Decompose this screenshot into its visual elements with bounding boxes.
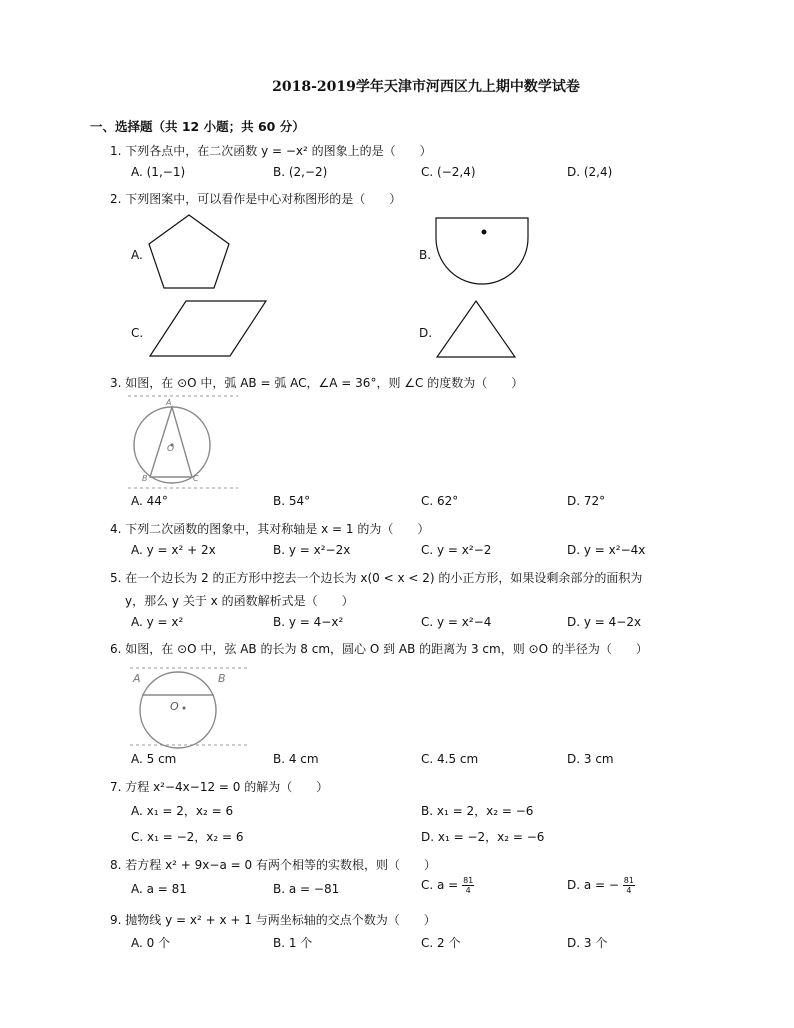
q8-option-c-fraction (462, 876, 474, 895)
q6-option-b: B. 4 cm (273, 752, 319, 766)
q6-label-a: A (133, 672, 141, 685)
parallelogram-figure (148, 298, 268, 360)
q8-option-d (567, 876, 635, 895)
q6-label-o: O (170, 700, 179, 713)
q2-option-a: A. (131, 248, 143, 262)
q1-option-a: A. (1,−1) (131, 165, 186, 179)
q8-option-c (421, 876, 474, 895)
q3-label-o: O (167, 444, 175, 454)
q1-stem: 1. 下列各点中，在二次函数 y = −x² 的图象上的是（ ） (110, 144, 432, 158)
q7-option-b: B. x₁ = 2，x₂ = −6 (421, 804, 534, 818)
q4-option-d: D. y = x²−4x (567, 543, 646, 557)
q5-option-d: D. y = 4−2x (567, 615, 642, 629)
fraction-numerator: 81 (623, 876, 634, 885)
q8-option-b: B. a = −81 (273, 882, 340, 896)
q9-stem: 9. 抛物线 y = x² + x + 1 与两坐标轴的交点个数为（ ） (110, 913, 436, 927)
q8-option-c-prefix: C. a = (421, 878, 459, 892)
pentagon-figure (145, 212, 233, 292)
section-heading: 一、选择题（共 12 小题；共 60 分） (90, 119, 305, 134)
fraction-denominator: 4 (626, 886, 632, 895)
q6-option-d: D. 3 cm (567, 752, 614, 766)
q6-option-a: A. 5 cm (131, 752, 177, 766)
q4-option-a: A. y = x² + 2x (131, 543, 216, 557)
q6-option-c: C. 4.5 cm (421, 752, 479, 766)
q5-option-a: A. y = x² (131, 615, 184, 629)
q8-stem: 8. 若方程 x² + 9x−a = 0 有两个相等的实数根，则（ ） (110, 858, 436, 872)
q2-stem: 2. 下列图案中，可以看作是中心对称图形的是（ ） (110, 192, 402, 206)
q9-option-a: A. 0 个 (131, 936, 171, 950)
q9-option-d: D. 3 个 (567, 936, 608, 950)
q8-option-a: A. a = 81 (131, 882, 187, 896)
q7-stem: 7. 方程 x²−4x−12 = 0 的解为（ ） (110, 780, 329, 794)
triangle-figure (434, 298, 518, 360)
q7-option-c: C. x₁ = −2，x₂ = 6 (131, 830, 244, 844)
q6-label-b: B (218, 672, 226, 685)
semicircle-figure (434, 214, 530, 286)
fraction-denominator: 4 (465, 886, 471, 895)
q5-stem-line2: y，那么 y 关于 x 的函数解析式是（ ） (125, 594, 354, 608)
q9-option-c: C. 2 个 (421, 936, 461, 950)
q7-option-d: D. x₁ = −2，x₂ = −6 (421, 830, 545, 844)
q4-option-b: B. y = x²−2x (273, 543, 351, 557)
q6-stem: 6. 如图，在 ⊙O 中，弦 AB 的长为 8 cm，圆心 O 到 AB 的距离为 3 cm，则 ⊙O 的半径为（ ） (110, 642, 648, 656)
q1-option-d: D. (2,4) (567, 165, 613, 179)
q3-option-c: C. 62° (421, 494, 459, 508)
q3-stem: 3. 如图，在 ⊙O 中，弧 AB = 弧 AC，∠A = 36°，则 ∠C 的度数为（ ） (110, 376, 524, 390)
page-title: 2018-2019学年天津市河西区九上期中数学试卷 (272, 79, 580, 95)
q1-option-c: C. (−2,4) (421, 165, 476, 179)
q5-stem: 5. 在一个边长为 2 的正方形中挖去一个边长为 x(0 < x < 2) 的小正方形，如果设剩余部分的面积为 (110, 571, 643, 585)
q7-option-a: A. x₁ = 2，x₂ = 6 (131, 804, 234, 818)
q9-option-b: B. 1 个 (273, 936, 313, 950)
fraction-numerator: 81 (463, 876, 474, 885)
q2-option-c: C. (131, 326, 144, 340)
q4-option-c: C. y = x²−2 (421, 543, 492, 557)
q3-option-d: D. 72° (567, 494, 606, 508)
q5-option-b: B. y = 4−x² (273, 615, 344, 629)
q8-option-d-prefix: D. a = − (567, 878, 619, 892)
circle-chord-figure (128, 665, 252, 749)
q3-option-a: A. 44° (131, 494, 168, 508)
q3-label-c: C (193, 474, 199, 483)
q3-label-b: B (142, 474, 148, 483)
q5-option-c: C. y = x²−4 (421, 615, 492, 629)
q2-option-b: B. (419, 248, 432, 262)
q2-option-d: D. (419, 326, 433, 340)
q1-option-b: B. (2,−2) (273, 165, 328, 179)
q4-stem: 4. 下列二次函数的图象中，其对称轴是 x = 1 的为（ ） (110, 522, 430, 536)
q8-option-d-fraction (623, 876, 635, 895)
q3-label-a: A (166, 398, 172, 407)
q3-option-b: B. 54° (273, 494, 311, 508)
